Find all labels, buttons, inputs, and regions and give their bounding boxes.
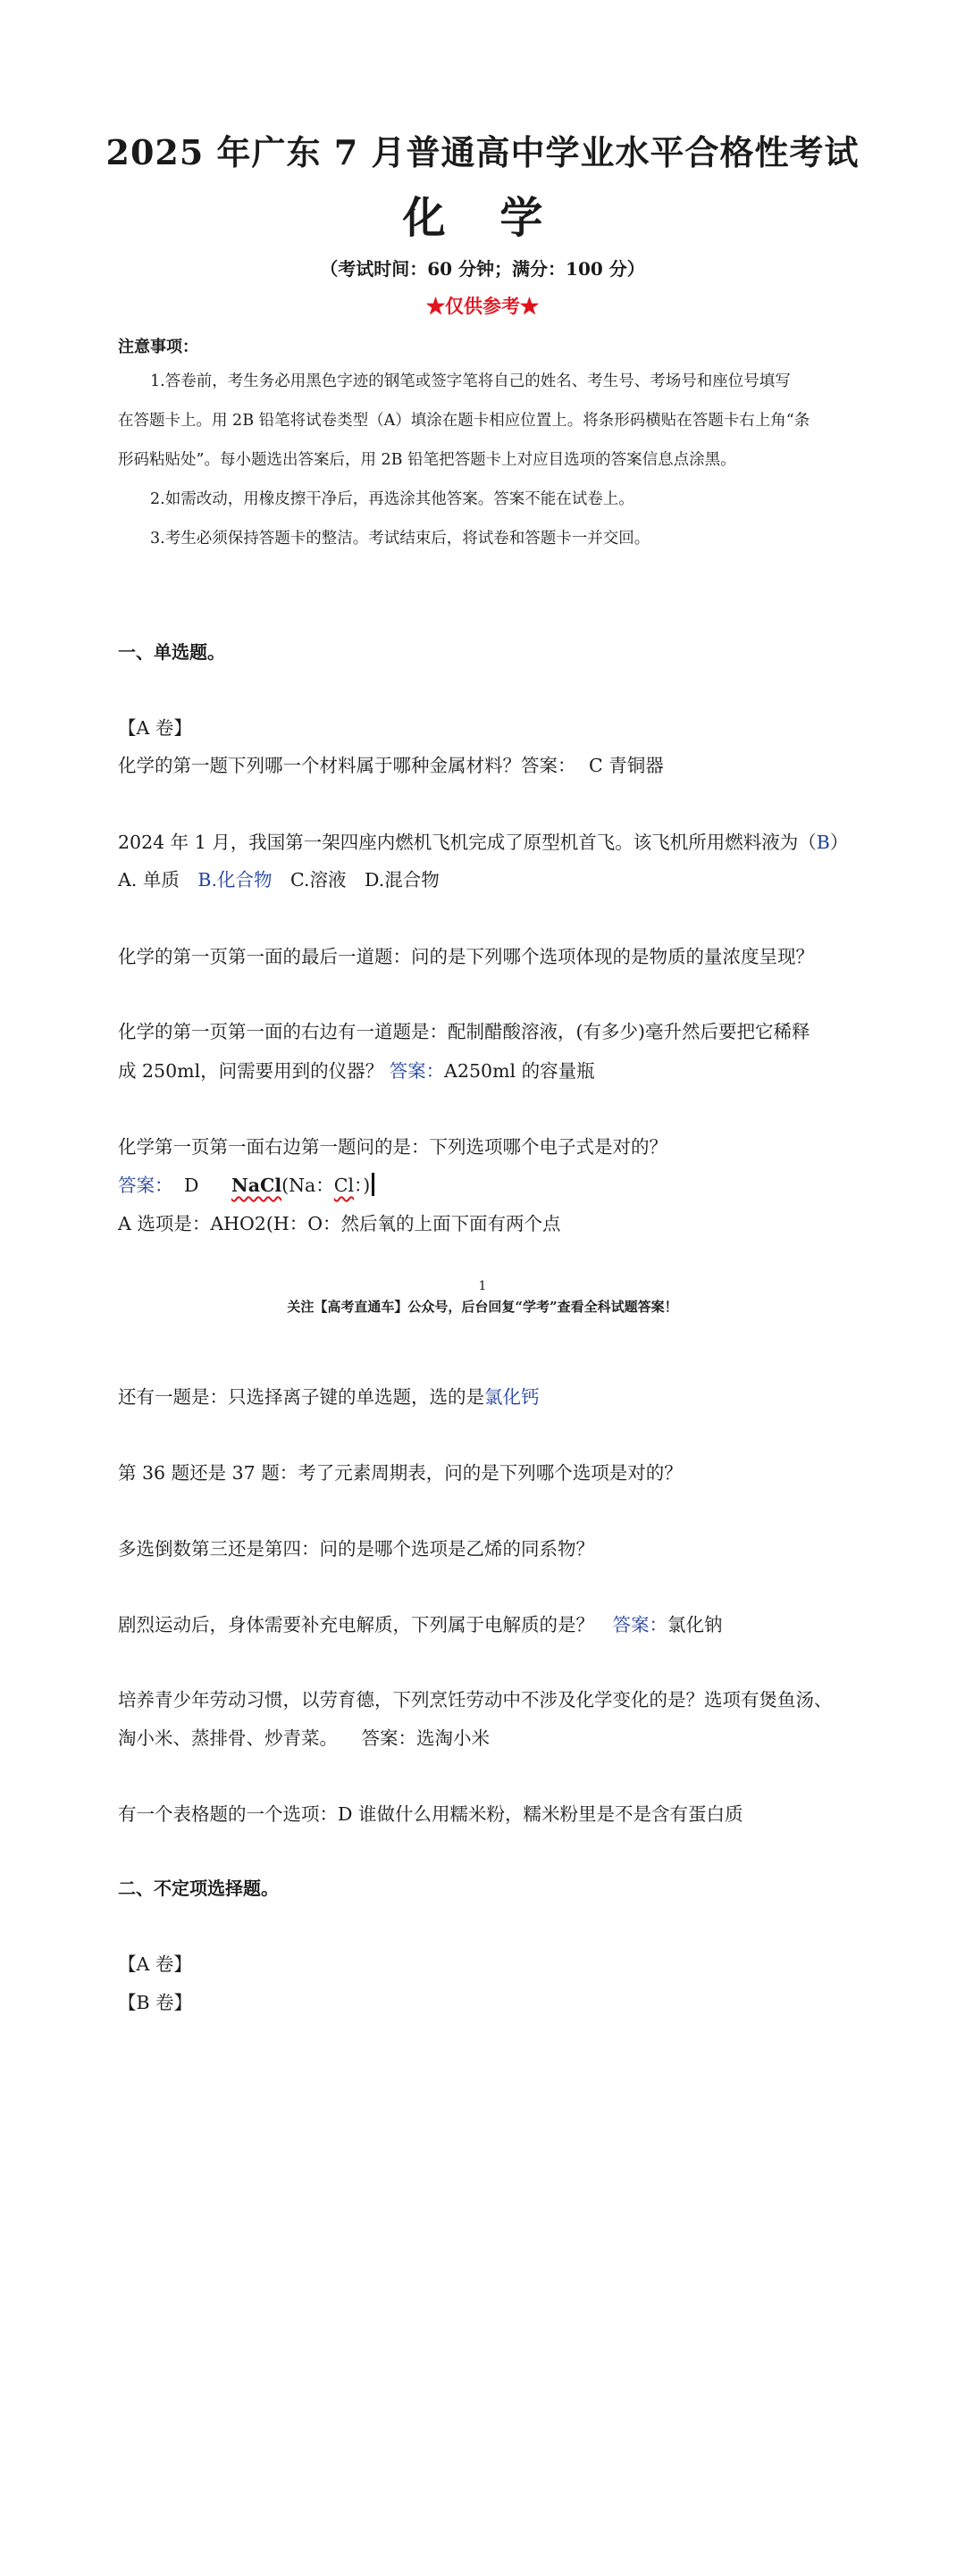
formula-open: (Na：: [281, 1175, 334, 1196]
reference-only-label: ★仅供参考★: [426, 295, 539, 317]
option-d: D.混合物: [365, 869, 440, 891]
question-1: [118, 750, 664, 777]
formula-close: ：): [354, 1175, 371, 1196]
question-5: 化学第一页第一面右边第一题问的是：下列选项哪个电子式是对的？: [118, 1136, 667, 1158]
formula-name: NaCl: [231, 1175, 282, 1196]
question-text: 成 250ml，问需要用到的仪器？: [118, 1060, 384, 1082]
option-c: C.溶液: [290, 869, 347, 891]
answer-text: 氯化钙: [484, 1386, 540, 1408]
answer-text: A250ml 的容量瓶: [444, 1060, 595, 1082]
question-2-options: [118, 865, 440, 891]
question-text: 2024 年 1 月，我国第一架四座内燃机飞机完成了原型机首飞。该飞机所用燃料液为（: [118, 832, 817, 853]
question-4-line-1: 化学的第一页第一面的右边有一道题是：配制醋酸溶液，(有多少)毫升然后要把它稀释: [118, 1021, 810, 1042]
question-9: [118, 1610, 723, 1636]
footer-note: 关注【高考直通车】公众号，后台回复“学考”查看全科试题答案！: [287, 1299, 678, 1315]
notes-title: 注意事项：: [118, 338, 198, 356]
question-8: 多选倒数第三还是第四：问的是哪个选项是乙烯的同系物？: [118, 1538, 594, 1560]
note-line: 1.答卷前，考生务必用黑色字迹的钢笔或签字笔将自己的姓名、考生号、考场号和座位号填写: [150, 372, 791, 390]
formula-cl: Cl: [333, 1175, 355, 1196]
answer-text: C 青铜器: [589, 755, 664, 776]
question-3: 化学的第一页第一面的最后一道题：问的是下列哪个选项体现的是物质的量浓度呈现？: [118, 946, 814, 967]
question-6: [118, 1382, 540, 1409]
answer-label: 答案：: [612, 1614, 668, 1635]
question-text: 化学的第一题下列哪一个材料属于哪种金属材料？答案：: [118, 755, 576, 776]
text-cursor: [372, 1173, 374, 1196]
question-7: 第 36 题还是 37 题：考了元素周期表，问的是下列哪个选项是对的？: [118, 1462, 683, 1484]
question-text: 剧烈运动后，身体需要补充电解质，下列属于电解质的是？: [118, 1614, 594, 1635]
question-4-line-2: [118, 1056, 595, 1083]
page-number: 1: [478, 1279, 487, 1293]
option-b: B.化合物: [197, 869, 273, 891]
answer-label: 答案：: [389, 1060, 445, 1082]
answer-label: 答案：: [118, 1175, 173, 1196]
note-line: 3.考生必须保持答题卡的整洁。考试结束后，将试卷和答题卡一并交回。: [150, 530, 650, 548]
question-5-answer: [118, 1170, 374, 1197]
page-title: 2025 年广东 7 月普通高中学业水平合格性考试: [105, 132, 860, 172]
note-line: 2.如需改动，用橡皮擦干净后，再选涂其他答案。答案不能在试卷上。: [150, 490, 634, 508]
paper-b-label: 【B 卷】: [118, 1992, 193, 2013]
question-text: 淘小米、蒸排骨、炒青菜。: [118, 1727, 338, 1749]
question-2: [118, 827, 848, 854]
section-heading: 二、不定项选择题。: [118, 1878, 279, 1899]
answer-text: 氯化钠: [667, 1614, 723, 1635]
paper-a-label: 【A 卷】: [118, 717, 192, 739]
answer-letter: D: [184, 1175, 199, 1196]
question-5-note: A 选项是：AHO2(H：O：然后氧的上面下面有两个点: [118, 1213, 561, 1234]
question-close: ）: [829, 832, 849, 853]
option-a: A. 单质: [118, 869, 180, 891]
section-heading: 一、单选题。: [118, 641, 225, 663]
question-text: 还有一题是：只选择离子键的单选题，选的是: [118, 1386, 484, 1408]
subject-title: 化 学: [402, 193, 563, 243]
note-line: 在答题卡上。用 2B 铅笔将试卷类型（A）填涂在题卡相应位置上。将条形码横贴在答题卡右上角“条: [118, 412, 810, 430]
question-10-line-1: 培养青少年劳动习惯，以劳育德，下列烹饪劳动中不涉及化学变化的是？选项有煲鱼汤、: [118, 1689, 833, 1710]
answer-text: 答案：选淘小米: [361, 1727, 491, 1749]
question-10-line-2: [118, 1723, 490, 1750]
exam-info: （考试时间：60 分钟；满分：100 分）: [320, 258, 645, 280]
question-11: 有一个表格题的一个选项：D 谁做什么用糯米粉，糯米粉里是不是含有蛋白质: [118, 1803, 743, 1825]
answer-text: B: [816, 832, 830, 853]
paper-a-label: 【A 卷】: [118, 1953, 192, 1975]
note-line: 形码粘贴处”。每小题选出答案后，用 2B 铅笔把答题卡上对应目选项的答案信息点涂黑。: [118, 451, 736, 469]
